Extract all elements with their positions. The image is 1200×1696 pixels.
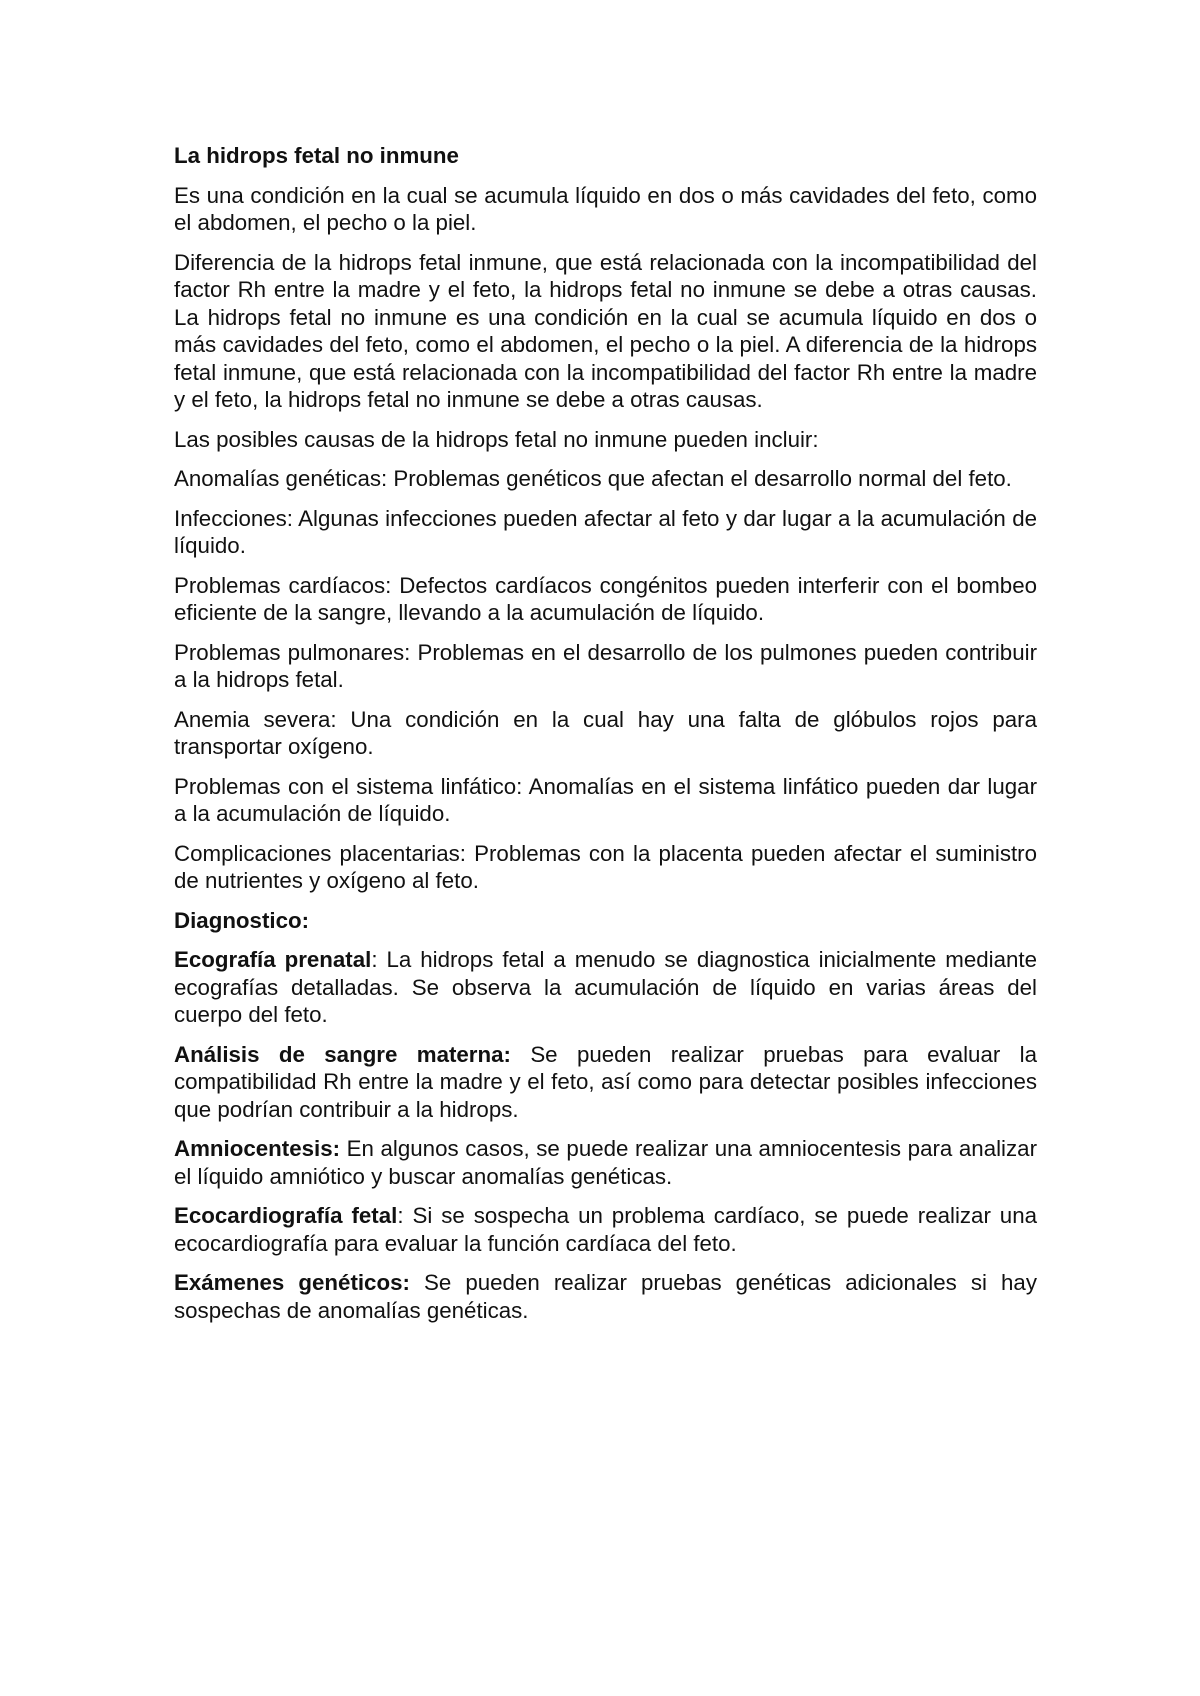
diagnosis-text: La hidrops fetal a menudo se diagnostica inicialmente mediante ecografías detalladas. Se observa la acumulación de líquido en varias áreas del cuerpo del feto. (174, 947, 1037, 1027)
diagnosis-item-amniocentesis (174, 1135, 1037, 1190)
diagnosis-separator (340, 1136, 347, 1161)
cause-item-genetic: Anomalías genéticas: Problemas genéticos que afectan el desarrollo normal del feto. (174, 466, 1012, 491)
intro-paragraph-2: Diferencia de la hidrops fetal inmune, que está relacionada con la incompatibilidad del factor Rh entre la madre y el feto, la hidrops fetal no inmune se debe a otras causas. La hidrops fetal no inmune es una condición en la cual se acumula líquido en dos o más cavidades del feto, como el abdomen, el pecho o la piel. A diferencia de la hidrops fetal inmune, que está relacionada con la incompatibilidad del factor Rh entre la madre y el feto, la hidrops fetal no inmune se debe a otras causas. (174, 249, 1037, 412)
diagnosis-text: Si se sospecha un problema cardíaco, se puede realizar una ecocardiografía para evaluar la función cardíaca del feto. (174, 1203, 1038, 1256)
diagnosis-text: Se pueden realizar pruebas para evaluar la compatibilidad Rh entre la madre y el feto, así como para detectar posibles infecciones que podrían contribuir a la hidrops. (174, 1041, 1037, 1122)
diagnosis-separator (511, 1042, 530, 1067)
diagnosis-separator: : (371, 947, 387, 972)
diagnosis-separator (410, 1270, 424, 1295)
cause-item-anemia: Anemia severa: Una condición en la cual hay una falta de glóbulos rojos para transportar oxígeno. (174, 706, 1037, 759)
cause-item-placental: Complicaciones placentarias: Problemas con la placenta pueden afectar el suministro de nutrientes y oxígeno al feto. (174, 840, 1037, 893)
intro-paragraph-1: Es una condición en la cual se acumula líquido en dos o más cavidades del feto, como el abdomen, el pecho o la piel. (174, 182, 1037, 235)
diagnosis-term: Exámenes genéticos: (174, 1270, 410, 1295)
diagnosis-separator: : (397, 1203, 413, 1228)
diagnosis-item-echocardiography (174, 1202, 1037, 1257)
diagnosis-term: Ecocardiografía fetal (174, 1203, 398, 1228)
diagnosis-heading: Diagnostico: (174, 907, 310, 933)
cause-item-lymphatic: Problemas con el sistema linfático: Anomalías en el sistema linfático pueden dar lugar a la acumulación de líquido. (174, 773, 1037, 826)
diagnosis-term: Análisis de sangre materna: (174, 1041, 511, 1067)
diagnosis-item-genetic-tests (174, 1269, 1037, 1324)
document-body (174, 142, 1037, 1336)
cause-item-pulmonary: Problemas pulmonares: Problemas en el desarrollo de los pulmones pueden contribuir a la hidrops fetal. (174, 639, 1037, 692)
diagnosis-term: Ecografía prenatal (174, 947, 372, 972)
document-title: La hidrops fetal no inmune (174, 143, 459, 168)
diagnosis-text: En algunos casos, se puede realizar una amniocentesis para analizar el líquido amniótico y buscar anomalías genéticas. (174, 1136, 1037, 1189)
diagnosis-text: Se pueden realizar pruebas genéticas adicionales si hay sospechas de anomalías genéticas. (174, 1270, 1037, 1323)
cause-item-cardiac: Problemas cardíacos: Defectos cardíacos congénitos pueden interferir con el bombeo eficiente de la sangre, llevando a la acumulación de líquido. (174, 572, 1037, 625)
diagnosis-item-maternal-blood (174, 1041, 1037, 1124)
causes-lead-in: Las posibles causas de la hidrops fetal no inmune pueden incluir: (174, 426, 819, 452)
diagnosis-term: Amniocentesis: (174, 1136, 341, 1161)
diagnosis-item-ultrasound (174, 946, 1037, 1029)
cause-item-infections: Infecciones: Algunas infecciones pueden afectar al feto y dar lugar a la acumulación de líquido. (174, 505, 1037, 558)
